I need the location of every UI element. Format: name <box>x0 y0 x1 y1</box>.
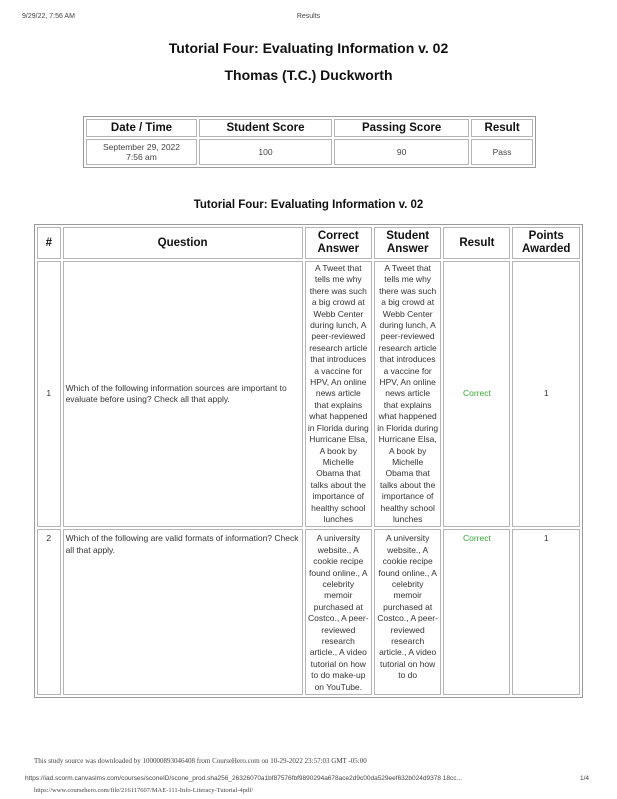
question-text: Which of the following information sources are important to evaluate before using? Check all that apply. <box>63 261 303 527</box>
table-row <box>37 261 580 527</box>
correct-answer: A Tweet that tells me why there was such a big crowd at Webb Center during lunch, A peer-reviewed research article that introduces a vaccine for HPV, An online news article that explains what happened in Florida during Hurricane Elsa, A book by Michelle Obama that talks about the importance of healthy school lunches <box>305 261 372 527</box>
results-header-row <box>37 227 580 259</box>
header-passing-score: Passing Score <box>334 119 469 137</box>
summary-passing-score: 90 <box>334 139 469 165</box>
results-table <box>34 224 583 698</box>
student-name: Thomas (T.C.) Duckworth <box>224 67 393 83</box>
print-datetime: 9/29/22, 7:56 AM <box>22 13 75 20</box>
header-result: Result <box>443 227 510 259</box>
date-line: September 29, 2022 <box>102 142 181 152</box>
result-status: Correct <box>443 529 510 695</box>
page-number: 1/4 <box>580 775 590 782</box>
question-number: 2 <box>37 529 61 695</box>
question-text: Which of the following are valid formats of information? Check all that apply. <box>63 529 303 695</box>
print-page-title: Results <box>296 13 321 20</box>
header-result: Result <box>471 119 533 137</box>
header-points-awarded: Points Awarded <box>512 227 580 259</box>
header-student-answer: Student Answer <box>374 227 441 259</box>
download-watermark: This study source was downloaded by 100000893046408 from CourseHero.com on 10-29-2022 23:57:03 GMT -05:00 <box>34 757 367 765</box>
summary-result: Pass <box>471 139 533 165</box>
header-correct-answer: Correct Answer <box>305 227 372 259</box>
table-row <box>37 529 580 695</box>
question-number: 1 <box>37 261 61 527</box>
student-answer: A university website., A cookie recipe found online., A celebrity memoir purchased at Costco., A peer-reviewed research article., A video tutorial on how to do <box>374 529 441 695</box>
points-awarded: 1 <box>512 529 580 695</box>
time-line: 7:56 am <box>126 152 157 162</box>
summary-student-score: 100 <box>199 139 332 165</box>
result-status: Correct <box>443 261 510 527</box>
header-number: # <box>37 227 61 259</box>
header-date-time: Date / Time <box>86 119 197 137</box>
points-awarded: 1 <box>512 261 580 527</box>
correct-answer: A university website., A cookie recipe found online., A celebrity memoir purchased at Costco., A peer-reviewed research article., A video tutorial on how to do make-up on YouTube. <box>305 529 372 695</box>
source-url: https://www.coursehero.com/file/216117607/MAE-111-Info-Literacy-Tutorial-4pdf/ <box>34 787 254 794</box>
header-question: Question <box>63 227 303 259</box>
header-student-score: Student Score <box>199 119 332 137</box>
results-title: Tutorial Four: Evaluating Information v. 02 <box>193 199 424 211</box>
page-title: Tutorial Four: Evaluating Information v. 02 <box>168 40 449 56</box>
student-answer: A Tweet that tells me why there was such a big crowd at Webb Center during lunch, A peer-reviewed research article that introduces a vaccine for HPV, An online news article that explains what happened in Florida during Hurricane Elsa, A book by Michelle Obama that talks about the importance of healthy school lunches <box>374 261 441 527</box>
footer-url: https://iad.scorm.canvaslms.com/courses/sconeID/scone_prod.sha256_26326070a1bf87576fbf9890294a678ace2d9c00da529eef632b024d9378 18cc... <box>25 775 462 782</box>
